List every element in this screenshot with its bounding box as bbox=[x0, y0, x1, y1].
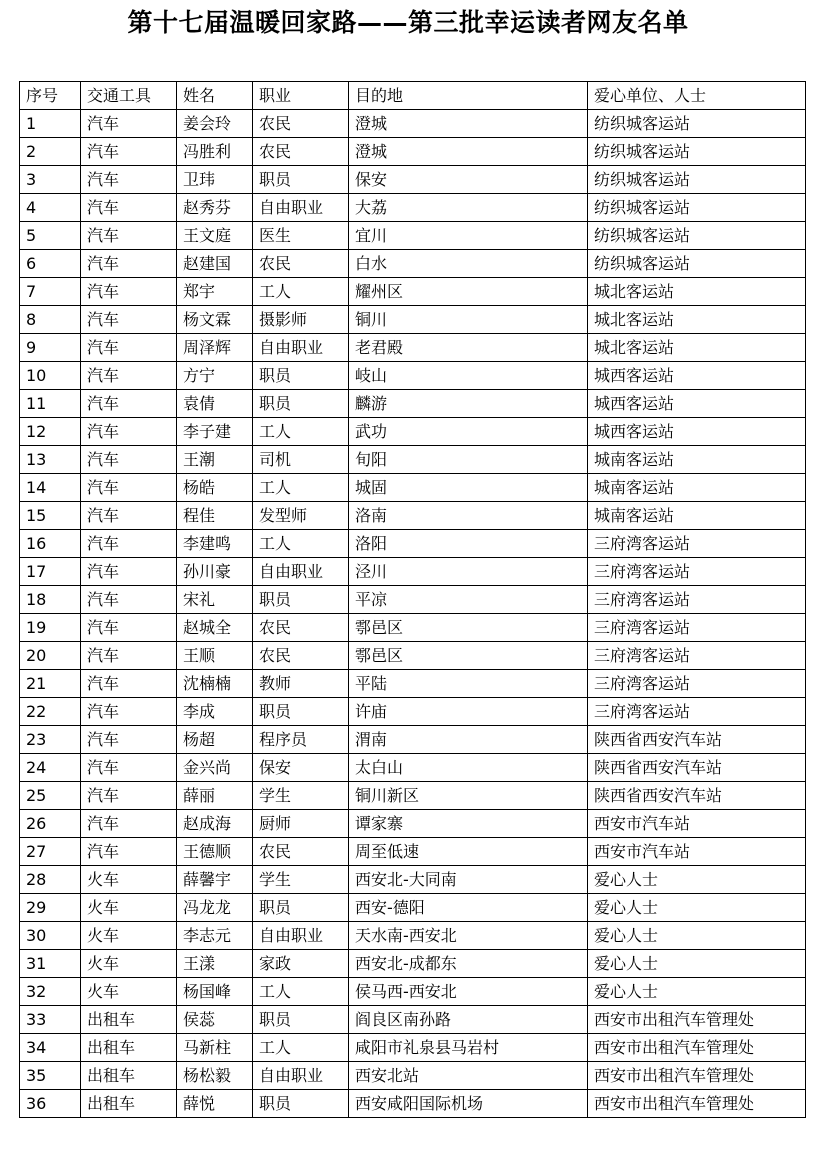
table-row bbox=[20, 642, 806, 670]
cell-name: 孙川豪 bbox=[177, 558, 253, 586]
cell-sponsor: 城南客运站 bbox=[588, 474, 806, 502]
cell-occupation: 摄影师 bbox=[253, 306, 349, 334]
cell-destination: 平陆 bbox=[349, 670, 588, 698]
cell-sponsor: 城南客运站 bbox=[588, 446, 806, 474]
cell-destination: 武功 bbox=[349, 418, 588, 446]
cell-occupation: 教师 bbox=[253, 670, 349, 698]
cell-name: 王顺 bbox=[177, 642, 253, 670]
cell-index: 22 bbox=[20, 698, 81, 726]
table-row bbox=[20, 1090, 806, 1118]
cell-destination: 城固 bbox=[349, 474, 588, 502]
cell-destination: 泾川 bbox=[349, 558, 588, 586]
cell-transport: 汽车 bbox=[81, 530, 177, 558]
cell-destination: 旬阳 bbox=[349, 446, 588, 474]
cell-transport: 汽车 bbox=[81, 474, 177, 502]
cell-occupation: 农民 bbox=[253, 642, 349, 670]
table-row bbox=[20, 446, 806, 474]
cell-name: 郑宇 bbox=[177, 278, 253, 306]
cell-destination: 许庙 bbox=[349, 698, 588, 726]
cell-sponsor: 三府湾客运站 bbox=[588, 614, 806, 642]
cell-destination: 西安咸阳国际机场 bbox=[349, 1090, 588, 1118]
table-row bbox=[20, 166, 806, 194]
cell-index: 29 bbox=[20, 894, 81, 922]
cell-sponsor: 三府湾客运站 bbox=[588, 698, 806, 726]
cell-transport: 汽车 bbox=[81, 334, 177, 362]
table-row bbox=[20, 222, 806, 250]
cell-occupation: 职员 bbox=[253, 1006, 349, 1034]
cell-index: 6 bbox=[20, 250, 81, 278]
cell-destination: 西安北-大同南 bbox=[349, 866, 588, 894]
header-occupation: 职业 bbox=[253, 82, 349, 110]
cell-name: 方宁 bbox=[177, 362, 253, 390]
cell-sponsor: 纺织城客运站 bbox=[588, 222, 806, 250]
table-row bbox=[20, 306, 806, 334]
cell-occupation: 医生 bbox=[253, 222, 349, 250]
cell-index: 11 bbox=[20, 390, 81, 418]
cell-occupation: 工人 bbox=[253, 278, 349, 306]
table-row bbox=[20, 474, 806, 502]
cell-sponsor: 城北客运站 bbox=[588, 278, 806, 306]
cell-sponsor: 西安市出租汽车管理处 bbox=[588, 1034, 806, 1062]
cell-index: 20 bbox=[20, 642, 81, 670]
cell-sponsor: 西安市出租汽车管理处 bbox=[588, 1062, 806, 1090]
table-row bbox=[20, 138, 806, 166]
table-row bbox=[20, 1062, 806, 1090]
cell-occupation: 职员 bbox=[253, 362, 349, 390]
table-row bbox=[20, 110, 806, 138]
cell-sponsor: 爱心人士 bbox=[588, 922, 806, 950]
table-row bbox=[20, 278, 806, 306]
cell-index: 21 bbox=[20, 670, 81, 698]
cell-sponsor: 爱心人士 bbox=[588, 866, 806, 894]
cell-sponsor: 城西客运站 bbox=[588, 362, 806, 390]
cell-occupation: 职员 bbox=[253, 1090, 349, 1118]
cell-occupation: 保安 bbox=[253, 754, 349, 782]
table-row bbox=[20, 614, 806, 642]
cell-name: 李成 bbox=[177, 698, 253, 726]
cell-name: 王漾 bbox=[177, 950, 253, 978]
cell-name: 薛丽 bbox=[177, 782, 253, 810]
header-transport: 交通工具 bbox=[81, 82, 177, 110]
cell-occupation: 自由职业 bbox=[253, 334, 349, 362]
cell-sponsor: 三府湾客运站 bbox=[588, 670, 806, 698]
cell-index: 12 bbox=[20, 418, 81, 446]
cell-transport: 火车 bbox=[81, 922, 177, 950]
cell-index: 33 bbox=[20, 1006, 81, 1034]
cell-transport: 火车 bbox=[81, 978, 177, 1006]
table-row bbox=[20, 894, 806, 922]
cell-transport: 汽车 bbox=[81, 390, 177, 418]
table-row bbox=[20, 950, 806, 978]
cell-sponsor: 城西客运站 bbox=[588, 418, 806, 446]
cell-index: 3 bbox=[20, 166, 81, 194]
cell-transport: 汽车 bbox=[81, 810, 177, 838]
cell-occupation: 职员 bbox=[253, 390, 349, 418]
cell-occupation: 职员 bbox=[253, 586, 349, 614]
cell-destination: 大荔 bbox=[349, 194, 588, 222]
cell-name: 金兴尚 bbox=[177, 754, 253, 782]
cell-occupation: 工人 bbox=[253, 474, 349, 502]
cell-transport: 汽车 bbox=[81, 250, 177, 278]
cell-transport: 火车 bbox=[81, 950, 177, 978]
cell-transport: 汽车 bbox=[81, 782, 177, 810]
cell-destination: 麟游 bbox=[349, 390, 588, 418]
cell-index: 24 bbox=[20, 754, 81, 782]
cell-occupation: 职员 bbox=[253, 698, 349, 726]
cell-destination: 保安 bbox=[349, 166, 588, 194]
cell-sponsor: 爱心人士 bbox=[588, 950, 806, 978]
table-row bbox=[20, 194, 806, 222]
cell-name: 杨文霖 bbox=[177, 306, 253, 334]
cell-name: 赵建国 bbox=[177, 250, 253, 278]
cell-occupation: 自由职业 bbox=[253, 558, 349, 586]
cell-sponsor: 西安市出租汽车管理处 bbox=[588, 1090, 806, 1118]
cell-index: 28 bbox=[20, 866, 81, 894]
cell-sponsor: 城西客运站 bbox=[588, 390, 806, 418]
cell-index: 27 bbox=[20, 838, 81, 866]
cell-sponsor: 陕西省西安汽车站 bbox=[588, 782, 806, 810]
cell-destination: 澄城 bbox=[349, 138, 588, 166]
cell-sponsor: 纺织城客运站 bbox=[588, 138, 806, 166]
cell-transport: 出租车 bbox=[81, 1006, 177, 1034]
cell-name: 王文庭 bbox=[177, 222, 253, 250]
table-row bbox=[20, 502, 806, 530]
cell-sponsor: 三府湾客运站 bbox=[588, 642, 806, 670]
table-row bbox=[20, 810, 806, 838]
cell-transport: 汽车 bbox=[81, 698, 177, 726]
cell-occupation: 农民 bbox=[253, 838, 349, 866]
cell-name: 薛馨宇 bbox=[177, 866, 253, 894]
cell-name: 赵成海 bbox=[177, 810, 253, 838]
cell-occupation: 职员 bbox=[253, 894, 349, 922]
cell-sponsor: 城北客运站 bbox=[588, 306, 806, 334]
cell-index: 8 bbox=[20, 306, 81, 334]
cell-name: 杨国峰 bbox=[177, 978, 253, 1006]
cell-destination: 铜川新区 bbox=[349, 782, 588, 810]
cell-index: 15 bbox=[20, 502, 81, 530]
header-sponsor: 爱心单位、人士 bbox=[588, 82, 806, 110]
cell-sponsor: 爱心人士 bbox=[588, 894, 806, 922]
cell-destination: 西安-德阳 bbox=[349, 894, 588, 922]
cell-transport: 汽车 bbox=[81, 166, 177, 194]
cell-destination: 天水南-西安北 bbox=[349, 922, 588, 950]
cell-destination: 太白山 bbox=[349, 754, 588, 782]
cell-index: 25 bbox=[20, 782, 81, 810]
cell-destination: 宜川 bbox=[349, 222, 588, 250]
cell-name: 王德顺 bbox=[177, 838, 253, 866]
table-row bbox=[20, 922, 806, 950]
cell-index: 18 bbox=[20, 586, 81, 614]
cell-sponsor: 纺织城客运站 bbox=[588, 250, 806, 278]
cell-index: 10 bbox=[20, 362, 81, 390]
cell-index: 23 bbox=[20, 726, 81, 754]
cell-transport: 火车 bbox=[81, 894, 177, 922]
document-title: 第十七届温暖回家路——第三批幸运读者网友名单 bbox=[127, 8, 689, 37]
cell-transport: 汽车 bbox=[81, 754, 177, 782]
cell-sponsor: 三府湾客运站 bbox=[588, 530, 806, 558]
cell-destination: 西安北站 bbox=[349, 1062, 588, 1090]
cell-destination: 西安北-成都东 bbox=[349, 950, 588, 978]
cell-name: 卫玮 bbox=[177, 166, 253, 194]
cell-transport: 汽车 bbox=[81, 194, 177, 222]
cell-name: 侯蕊 bbox=[177, 1006, 253, 1034]
cell-destination: 老君殿 bbox=[349, 334, 588, 362]
cell-transport: 汽车 bbox=[81, 362, 177, 390]
cell-name: 杨松毅 bbox=[177, 1062, 253, 1090]
cell-transport: 汽车 bbox=[81, 502, 177, 530]
cell-name: 冯龙龙 bbox=[177, 894, 253, 922]
cell-index: 34 bbox=[20, 1034, 81, 1062]
cell-destination: 铜川 bbox=[349, 306, 588, 334]
cell-occupation: 工人 bbox=[253, 1034, 349, 1062]
cell-destination: 阎良区南孙路 bbox=[349, 1006, 588, 1034]
table-row bbox=[20, 782, 806, 810]
table-row bbox=[20, 250, 806, 278]
cell-name: 冯胜利 bbox=[177, 138, 253, 166]
table-row bbox=[20, 558, 806, 586]
table-row bbox=[20, 978, 806, 1006]
cell-transport: 汽车 bbox=[81, 670, 177, 698]
table-row bbox=[20, 754, 806, 782]
cell-name: 赵秀芬 bbox=[177, 194, 253, 222]
cell-destination: 鄠邑区 bbox=[349, 614, 588, 642]
cell-sponsor: 三府湾客运站 bbox=[588, 558, 806, 586]
cell-index: 19 bbox=[20, 614, 81, 642]
cell-sponsor: 纺织城客运站 bbox=[588, 166, 806, 194]
cell-index: 7 bbox=[20, 278, 81, 306]
cell-name: 马新柱 bbox=[177, 1034, 253, 1062]
roster-body bbox=[20, 82, 806, 1118]
cell-sponsor: 西安市出租汽车管理处 bbox=[588, 1006, 806, 1034]
cell-transport: 汽车 bbox=[81, 278, 177, 306]
roster-table bbox=[19, 81, 806, 1118]
table-row bbox=[20, 698, 806, 726]
cell-index: 9 bbox=[20, 334, 81, 362]
cell-index: 17 bbox=[20, 558, 81, 586]
cell-sponsor: 纺织城客运站 bbox=[588, 194, 806, 222]
cell-occupation: 农民 bbox=[253, 138, 349, 166]
cell-occupation: 农民 bbox=[253, 614, 349, 642]
table-row bbox=[20, 586, 806, 614]
cell-destination: 耀州区 bbox=[349, 278, 588, 306]
cell-index: 16 bbox=[20, 530, 81, 558]
table-header-row bbox=[20, 82, 806, 110]
table-row bbox=[20, 418, 806, 446]
cell-sponsor: 三府湾客运站 bbox=[588, 586, 806, 614]
cell-index: 2 bbox=[20, 138, 81, 166]
cell-transport: 汽车 bbox=[81, 446, 177, 474]
cell-name: 李子建 bbox=[177, 418, 253, 446]
cell-occupation: 司机 bbox=[253, 446, 349, 474]
table-row bbox=[20, 670, 806, 698]
cell-occupation: 学生 bbox=[253, 782, 349, 810]
cell-destination: 平凉 bbox=[349, 586, 588, 614]
cell-index: 4 bbox=[20, 194, 81, 222]
cell-name: 袁倩 bbox=[177, 390, 253, 418]
cell-transport: 出租车 bbox=[81, 1062, 177, 1090]
cell-name: 杨超 bbox=[177, 726, 253, 754]
cell-destination: 洛南 bbox=[349, 502, 588, 530]
cell-transport: 汽车 bbox=[81, 138, 177, 166]
cell-occupation: 厨师 bbox=[253, 810, 349, 838]
cell-destination: 白水 bbox=[349, 250, 588, 278]
cell-occupation: 学生 bbox=[253, 866, 349, 894]
cell-occupation: 农民 bbox=[253, 110, 349, 138]
cell-index: 5 bbox=[20, 222, 81, 250]
cell-transport: 汽车 bbox=[81, 838, 177, 866]
cell-name: 杨皓 bbox=[177, 474, 253, 502]
cell-sponsor: 西安市汽车站 bbox=[588, 838, 806, 866]
cell-transport: 汽车 bbox=[81, 418, 177, 446]
cell-transport: 出租车 bbox=[81, 1034, 177, 1062]
cell-name: 宋礼 bbox=[177, 586, 253, 614]
cell-occupation: 发型师 bbox=[253, 502, 349, 530]
cell-transport: 汽车 bbox=[81, 726, 177, 754]
table-row bbox=[20, 530, 806, 558]
cell-index: 14 bbox=[20, 474, 81, 502]
table-row bbox=[20, 390, 806, 418]
table-row bbox=[20, 1006, 806, 1034]
cell-occupation: 农民 bbox=[253, 250, 349, 278]
cell-index: 35 bbox=[20, 1062, 81, 1090]
cell-transport: 汽车 bbox=[81, 614, 177, 642]
header-name: 姓名 bbox=[177, 82, 253, 110]
cell-occupation: 工人 bbox=[253, 978, 349, 1006]
cell-transport: 出租车 bbox=[81, 1090, 177, 1118]
cell-transport: 汽车 bbox=[81, 642, 177, 670]
table-row bbox=[20, 334, 806, 362]
cell-sponsor: 纺织城客运站 bbox=[588, 110, 806, 138]
cell-occupation: 自由职业 bbox=[253, 922, 349, 950]
cell-transport: 汽车 bbox=[81, 110, 177, 138]
cell-sponsor: 陕西省西安汽车站 bbox=[588, 726, 806, 754]
header-destination: 目的地 bbox=[349, 82, 588, 110]
cell-transport: 火车 bbox=[81, 866, 177, 894]
cell-sponsor: 城北客运站 bbox=[588, 334, 806, 362]
cell-destination: 鄠邑区 bbox=[349, 642, 588, 670]
table-row bbox=[20, 866, 806, 894]
table-row bbox=[20, 838, 806, 866]
cell-name: 薛悦 bbox=[177, 1090, 253, 1118]
cell-name: 沈楠楠 bbox=[177, 670, 253, 698]
cell-transport: 汽车 bbox=[81, 222, 177, 250]
table-row bbox=[20, 726, 806, 754]
cell-index: 32 bbox=[20, 978, 81, 1006]
cell-occupation: 工人 bbox=[253, 418, 349, 446]
cell-name: 程佳 bbox=[177, 502, 253, 530]
table-row bbox=[20, 362, 806, 390]
cell-destination: 岐山 bbox=[349, 362, 588, 390]
cell-destination: 侯马西-西安北 bbox=[349, 978, 588, 1006]
cell-sponsor: 城南客运站 bbox=[588, 502, 806, 530]
cell-index: 31 bbox=[20, 950, 81, 978]
cell-destination: 周至低速 bbox=[349, 838, 588, 866]
cell-name: 李志元 bbox=[177, 922, 253, 950]
cell-index: 26 bbox=[20, 810, 81, 838]
cell-sponsor: 爱心人士 bbox=[588, 978, 806, 1006]
cell-destination: 咸阳市礼泉县马岩村 bbox=[349, 1034, 588, 1062]
cell-occupation: 自由职业 bbox=[253, 1062, 349, 1090]
cell-name: 周泽辉 bbox=[177, 334, 253, 362]
cell-occupation: 职员 bbox=[253, 166, 349, 194]
cell-occupation: 自由职业 bbox=[253, 194, 349, 222]
cell-transport: 汽车 bbox=[81, 586, 177, 614]
cell-destination: 谭家寨 bbox=[349, 810, 588, 838]
cell-occupation: 工人 bbox=[253, 530, 349, 558]
table-row bbox=[20, 1034, 806, 1062]
cell-sponsor: 西安市汽车站 bbox=[588, 810, 806, 838]
cell-destination: 澄城 bbox=[349, 110, 588, 138]
cell-name: 李建鸣 bbox=[177, 530, 253, 558]
cell-name: 王潮 bbox=[177, 446, 253, 474]
cell-occupation: 程序员 bbox=[253, 726, 349, 754]
cell-name: 赵城全 bbox=[177, 614, 253, 642]
cell-name: 姜会玲 bbox=[177, 110, 253, 138]
cell-index: 1 bbox=[20, 110, 81, 138]
cell-transport: 汽车 bbox=[81, 306, 177, 334]
header-index: 序号 bbox=[20, 82, 81, 110]
cell-transport: 汽车 bbox=[81, 558, 177, 586]
cell-index: 36 bbox=[20, 1090, 81, 1118]
cell-destination: 渭南 bbox=[349, 726, 588, 754]
cell-sponsor: 陕西省西安汽车站 bbox=[588, 754, 806, 782]
cell-index: 13 bbox=[20, 446, 81, 474]
cell-destination: 洛阳 bbox=[349, 530, 588, 558]
cell-occupation: 家政 bbox=[253, 950, 349, 978]
cell-index: 30 bbox=[20, 922, 81, 950]
